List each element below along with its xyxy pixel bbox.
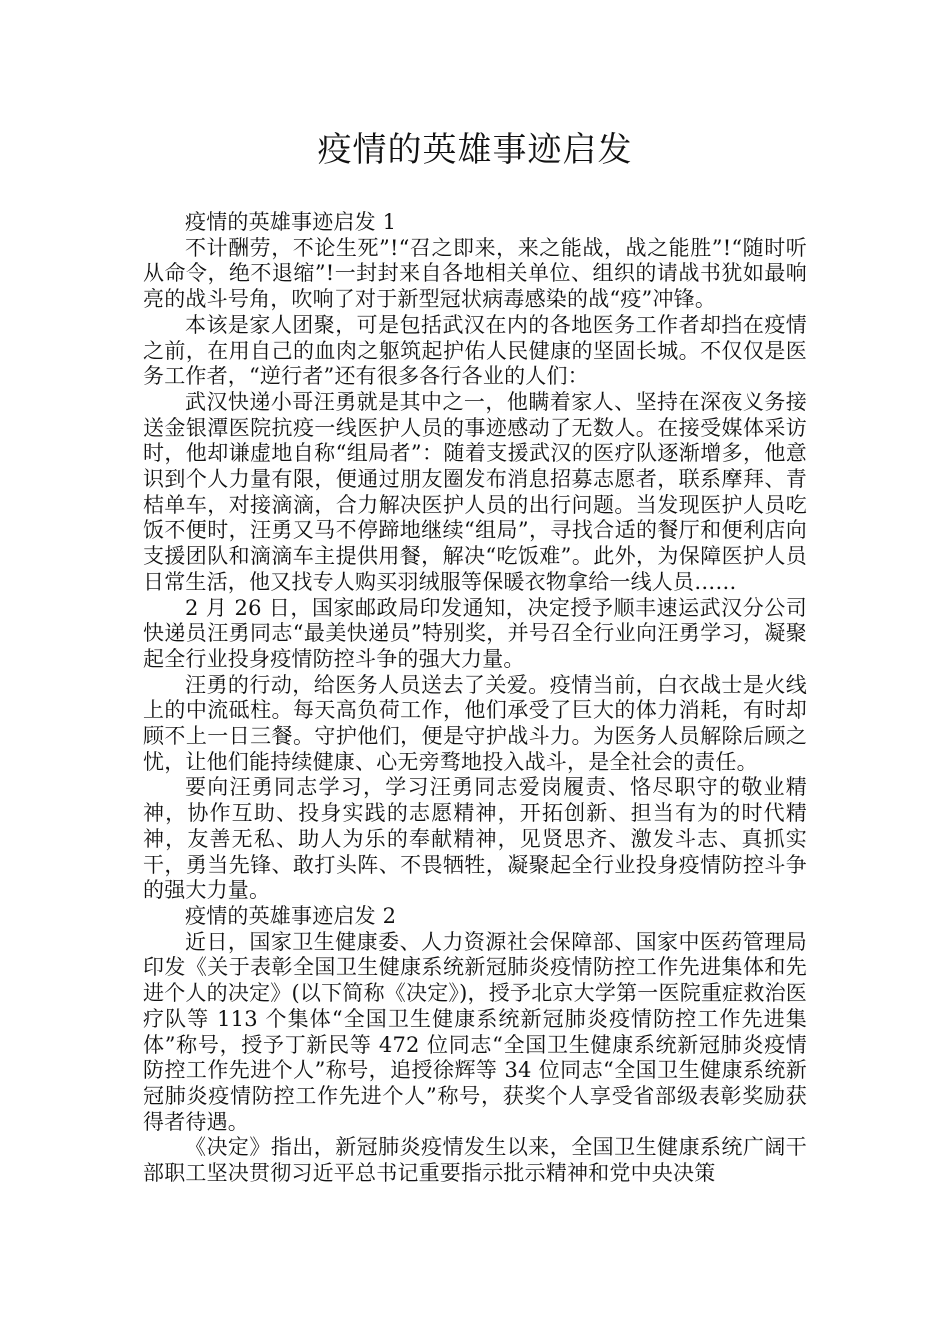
paragraph-6: 要向汪勇同志学习，学习汪勇同志爱岗履责、恪尽职守的敬业精神，协作互助、投身实践的志愿精神，开拓创新、担当有为的时代精神，友善无私、助人为乐的奉献精神，见贤思齐、激发斗志、真抓实干，勇当先锋、敢打头阵、不畏牺牲，凝聚起全行业投身疫情防控斗争的强大力量。	[143, 775, 807, 903]
paragraph-4: 2 月 26 日，国家邮政局印发通知，决定授予顺丰速运武汉分公司快递员汪勇同志“最美快递员”特别奖，并号召全行业向汪勇学习，凝聚起全行业投身疫情防控斗争的强大力量。	[143, 595, 807, 671]
section-heading-2: 疫情的英雄事迹启发 2	[185, 903, 397, 928]
paragraph-3: 武汉快递小哥汪勇就是其中之一，他瞒着家人、坚持在深夜义务接送金银潭医院抗疫一线医护人员的事迹感动了无数人。在接受媒体采访时，他却谦虚地自称“组局者”：随着支援武汉的医疗队逐渐增多，他意识到个人力量有限，便通过朋友圈发布消息招募志愿者，联系摩拜、青桔单车，对接滴滴，合力解决医护人员的出行问题。当发现医护人员吃饭不便时，汪勇又马不停蹄地继续“组局”，寻找合适的餐厅和便利店向支援团队和滴滴车主提供用餐，解决“吃饭难”。此外，为保障医护人员日常生活，他又找专人购买羽绒服等保暖衣物拿给一线人员……	[143, 389, 807, 594]
document-title: 疫情的英雄事迹启发	[317, 130, 633, 170]
paragraph-1: 不计酬劳，不论生死”!“召之即来，来之能战，战之能胜”!“随时听从命令，绝不退缩”!一封封来自各地相关单位、组织的请战书犹如最响亮的战斗号角，吹响了对于新型冠状病毒感染的战“疫”冲锋。	[143, 235, 807, 312]
document-page	[143, 128, 807, 1187]
paragraph-2: 本该是家人团聚，可是包括武汉在内的各地医务工作者却挡在疫情之前，在用自己的血肉之躯筑起护佑人民健康的坚固长城。不仅仅是医务工作者，“逆行者”还有很多各行各业的人们：	[143, 312, 807, 389]
paragraph-7: 近日，国家卫生健康委、人力资源社会保障部、国家中医药管理局印发《关于表彰全国卫生健康系统新冠肺炎疫情防控工作先进集体和先进个人的决定》(以下简称《决定》)，授予北京大学第一医院重症救治医疗队等 113 个集体“全国卫生健康系统新冠肺炎疫情防控工作先进集体”称号，授予丁新民等 472 位同志“全国卫生健康系统新冠肺炎疫情防控工作先进个人”称号，追授徐辉等 34 位同志“全国卫生健康系统新冠肺炎疫情防控工作先进个人”称号，获奖个人享受省部级表彰奖励获得者待遇。	[143, 929, 807, 1134]
paragraph-5: 汪勇的行动，给医务人员送去了关爱。疫情当前，白衣战士是火线上的中流砥柱。每天高负荷工作，他们承受了巨大的体力消耗，有时却顾不上一日三餐。守护他们，便是守护战斗力。为医务人员解除后顾之忧，让他们能持续健康、心无旁骛地投入战斗，是全社会的责任。	[143, 672, 807, 774]
paragraph-8: 《决定》指出，新冠肺炎疫情发生以来，全国卫生健康系统广阔干部职工坚决贯彻习近平总书记重要指示批示精神和党中央决策	[143, 1135, 807, 1186]
section-heading-1: 疫情的英雄事迹启发 1	[185, 210, 397, 234]
